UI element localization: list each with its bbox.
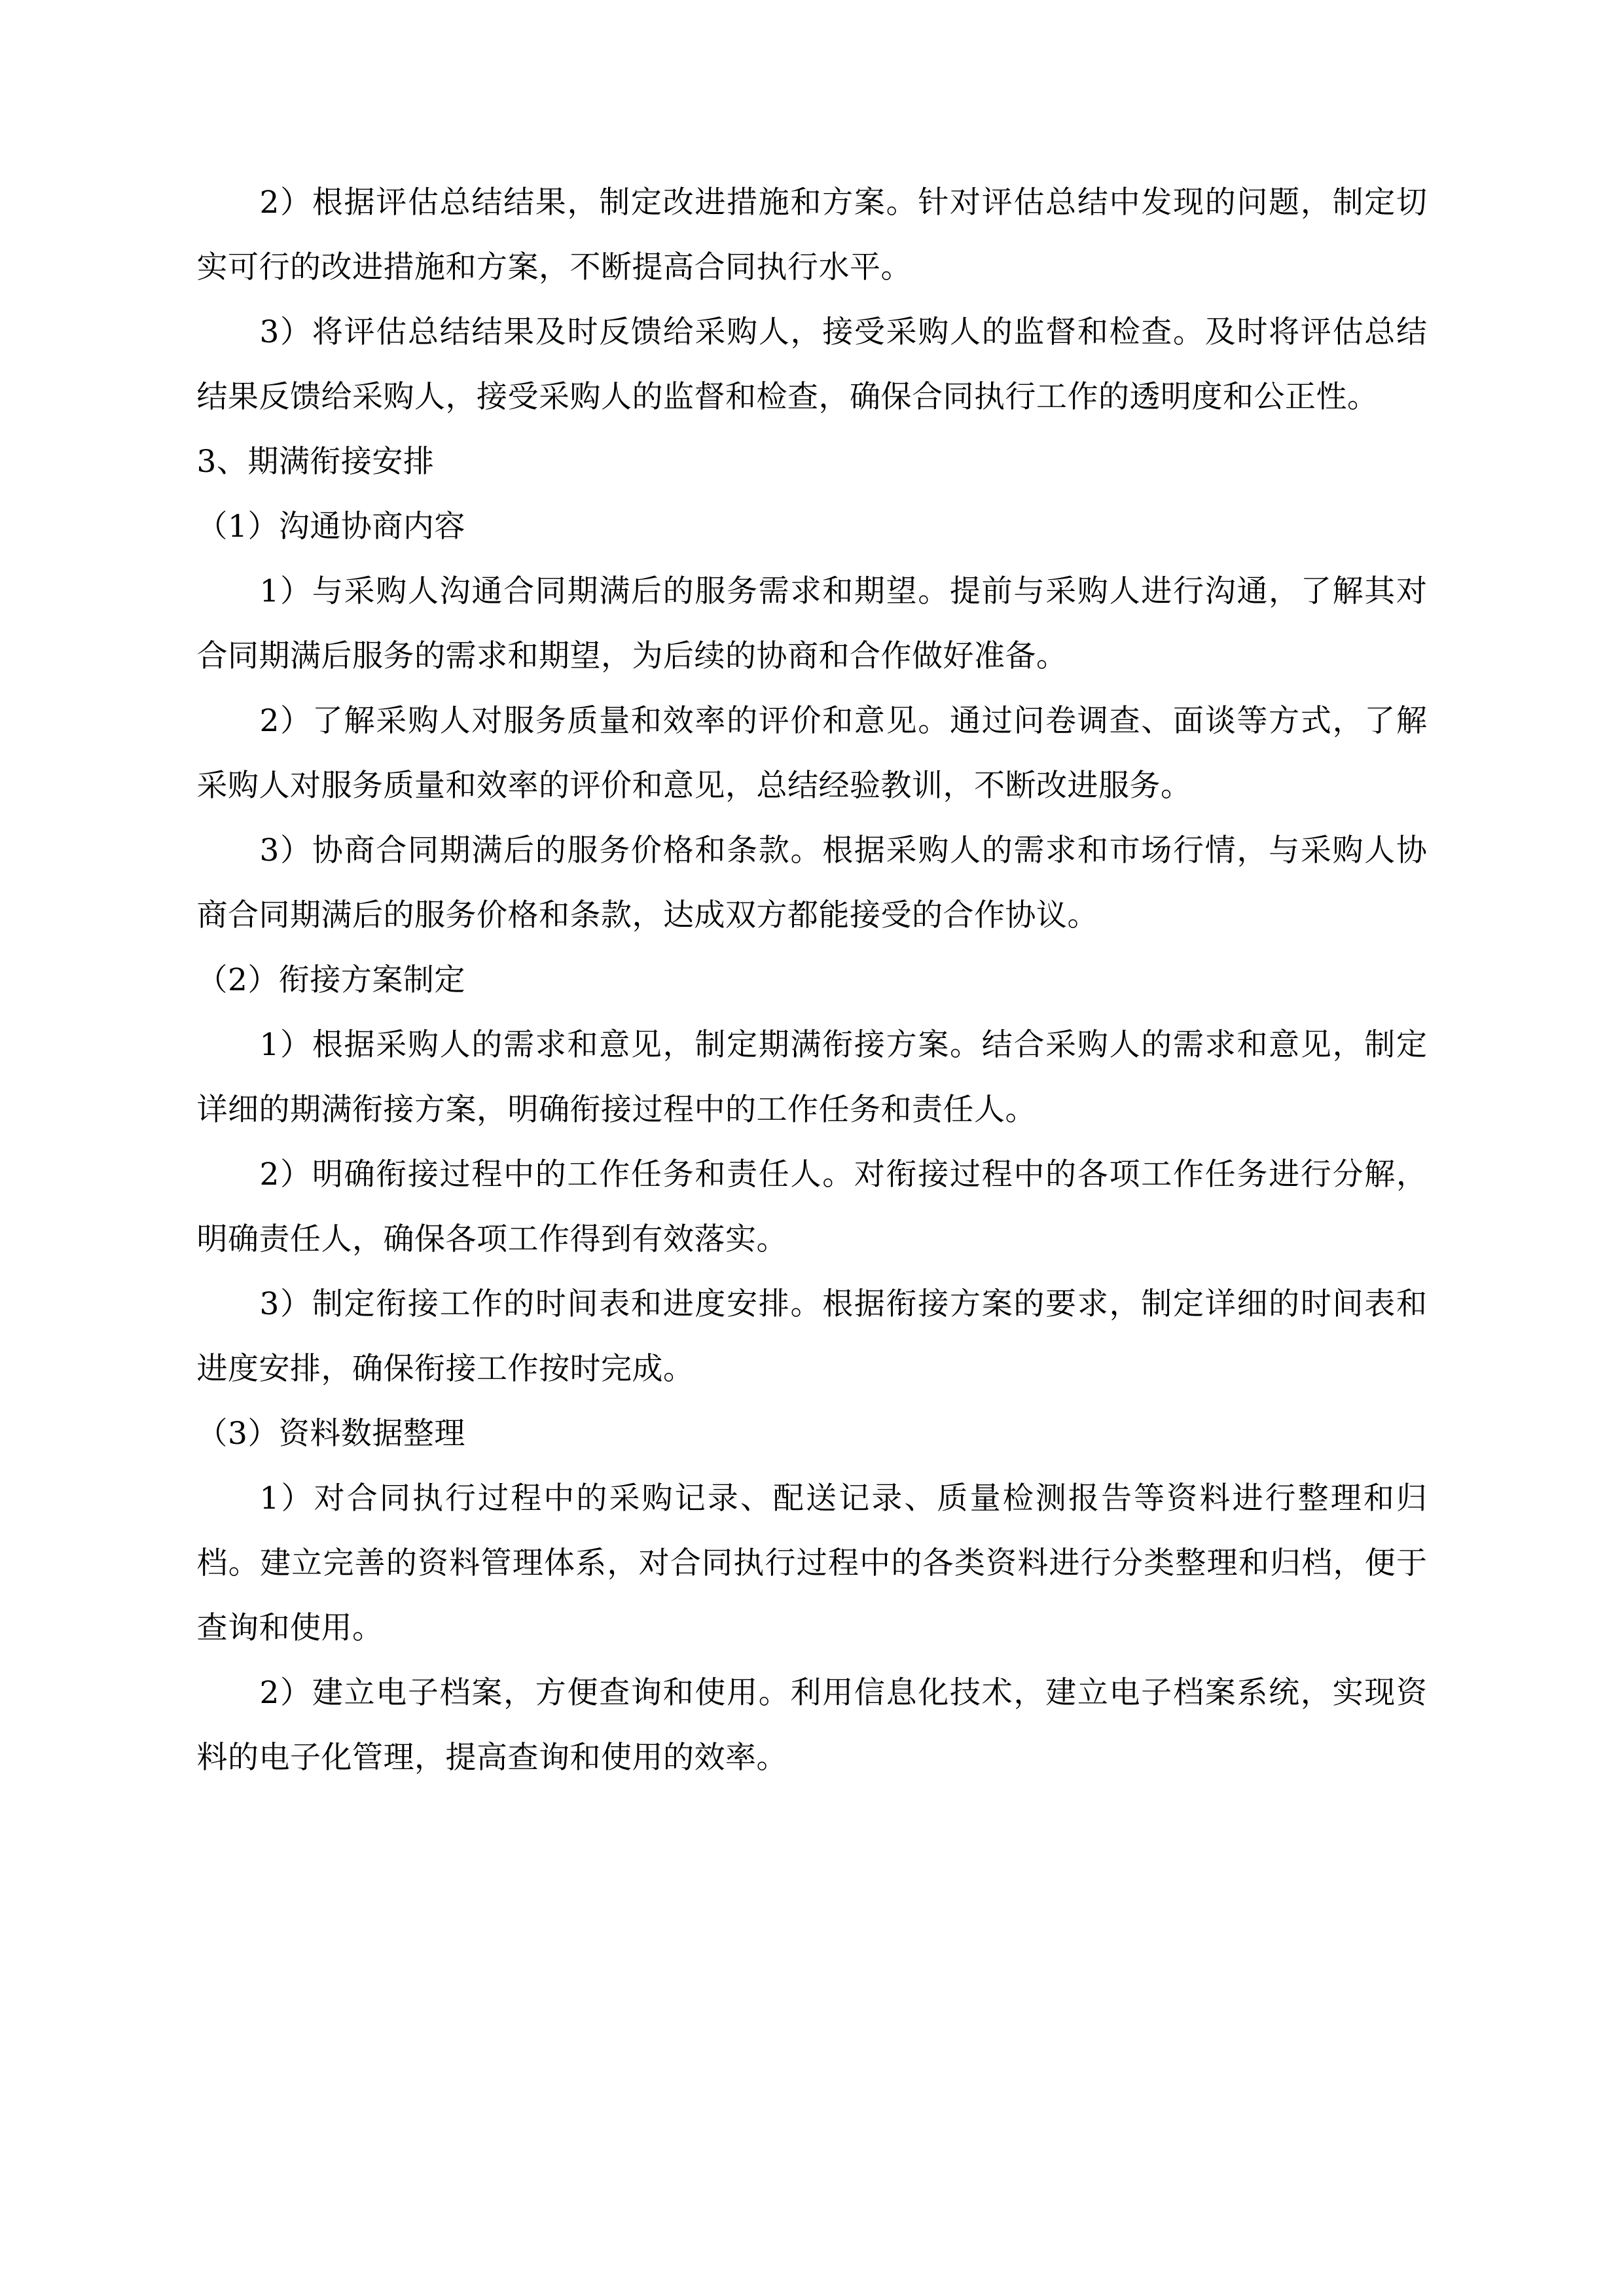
paragraph: 1）与采购人沟通合同期满后的服务需求和期望。提前与采购人进行沟通，了解其对合同期满后服务的需求和期望，为后续的协商和合作做好准备。 [196, 573, 1428, 674]
paragraph: 1）根据采购人的需求和意见，制定期满衔接方案。结合采购人的需求和意见，制定详细的期满衔接方案，明确衔接过程中的工作任务和责任人。 [196, 1027, 1428, 1128]
paragraph: 2）了解采购人对服务质量和效率的评价和意见。通过问卷调查、面谈等方式，了解采购人对服务质量和效率的评价和意见，总结经验教训，不断改进服务。 [196, 703, 1428, 804]
paragraph: 3）协商合同期满后的服务价格和条款。根据采购人的需求和市场行情，与采购人协商合同期满后的服务价格和条款，达成双方都能接受的合作协议。 [196, 833, 1428, 933]
subsection-heading: （1）沟通协商内容 [196, 509, 465, 545]
paragraph: 2）明确衔接过程中的工作任务和责任人。对衔接过程中的各项工作任务进行分解，明确责任人，确保各项工作得到有效落实。 [196, 1157, 1428, 1257]
paragraph: 2）根据评估总结结果，制定改进措施和方案。针对评估总结中发现的问题，制定切实可行的改进措施和方案，不断提高合同执行水平。 [196, 185, 1428, 285]
document-body [197, 170, 1428, 1790]
paragraph: 1）对合同执行过程中的采购记录、配送记录、质量检测报告等资料进行整理和归档。建立完善的资料管理体系，对合同执行过程中的各类资料进行分类整理和归档，便于查询和使用。 [196, 1480, 1428, 1646]
subsection-heading: （3）资料数据整理 [196, 1416, 465, 1452]
paragraph: 3）制定衔接工作的时间表和进度安排。根据衔接方案的要求，制定详细的时间表和进度安排，确保衔接工作按时完成。 [196, 1286, 1428, 1387]
paragraph: 3）将评估总结结果及时反馈给采购人，接受采购人的监督和检查。及时将评估总结结果反馈给采购人，接受采购人的监督和检查，确保合同执行工作的透明度和公正性。 [196, 314, 1428, 415]
paragraph: 2）建立电子档案，方便查询和使用。利用信息化技术，建立电子档案系统，实现资料的电子化管理，提高查询和使用的效率。 [196, 1675, 1428, 1776]
section-heading: 3、期满衔接安排 [196, 444, 435, 480]
subsection-heading: （2）衔接方案制定 [196, 962, 465, 998]
